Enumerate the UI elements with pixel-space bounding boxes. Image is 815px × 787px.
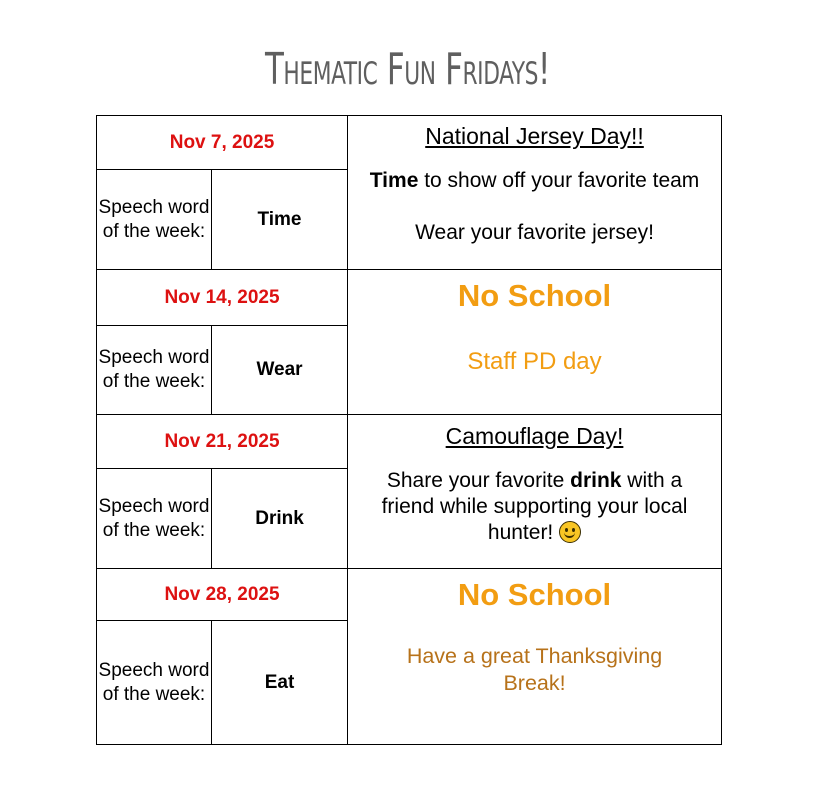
event-text: Share your favorite: [386, 469, 571, 492]
schedule-table: [96, 115, 722, 745]
speech-word: Drink: [212, 469, 348, 569]
date-cell: Nov 21, 2025: [97, 415, 348, 469]
speech-word: Eat: [212, 621, 348, 745]
event-subtitle: Staff PD day: [467, 348, 602, 375]
speech-word-label: Speech word of the week:: [97, 326, 212, 415]
event-subtitle: Have a great Thanksgiving Break!: [406, 644, 663, 695]
event-description: [348, 168, 721, 194]
table-row: [97, 415, 722, 469]
speech-word-label: Speech word of the week:: [97, 469, 212, 569]
event-cell: [348, 415, 722, 569]
date-cell: Nov 14, 2025: [97, 270, 348, 326]
speech-word-label: Speech word of the week:: [97, 170, 212, 270]
speech-word-highlight: drink: [570, 469, 622, 492]
speech-word: Wear: [212, 326, 348, 415]
event-text: to show off your favorite team: [418, 169, 700, 192]
table-row: [97, 270, 722, 326]
event-description: [348, 468, 721, 546]
date-cell: Nov 7, 2025: [97, 116, 348, 170]
event-title: Camouflage Day!: [445, 423, 624, 449]
event-description: Wear your favorite jersey!: [415, 221, 654, 244]
no-school-title: No School: [457, 278, 612, 313]
event-cell: [348, 270, 722, 415]
table-row: [97, 116, 722, 170]
no-school-title: No School: [457, 577, 612, 612]
speech-word-highlight: Time: [369, 169, 419, 192]
event-title: National Jersey Day!!: [425, 123, 644, 149]
smiley-face-icon: [559, 521, 581, 543]
table-row: [97, 569, 722, 621]
speech-word: Time: [212, 170, 348, 270]
event-text: with a friend while supporting your local hunter!: [381, 469, 688, 544]
event-cell: [348, 569, 722, 745]
date-cell: Nov 28, 2025: [97, 569, 348, 621]
page-title: Thematic Fun Fridays!: [264, 44, 551, 95]
speech-word-label: Speech word of the week:: [97, 621, 212, 745]
event-cell: [348, 116, 722, 270]
